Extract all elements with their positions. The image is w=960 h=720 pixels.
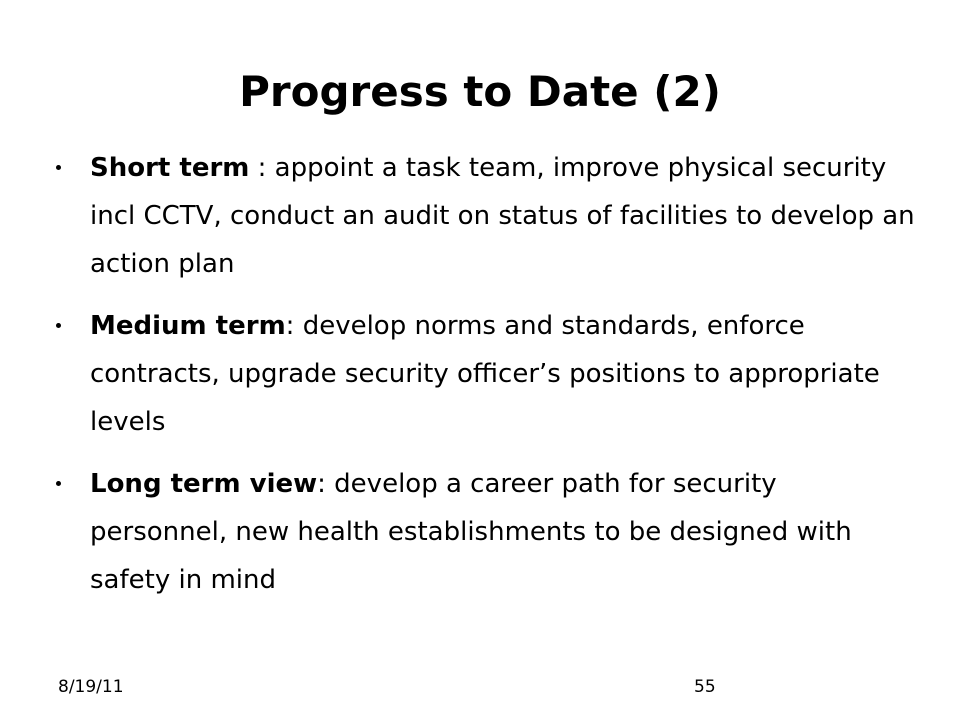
bullet-dot-icon bbox=[56, 323, 61, 328]
footer-date: 8/19/11 bbox=[58, 677, 124, 697]
bullet-item-short-term bbox=[56, 144, 916, 288]
bullet-text: : develop a career path for security personnel, new health establishments to be designed with safety in mind bbox=[90, 469, 852, 595]
bullet-item-medium-term bbox=[56, 302, 916, 446]
bullet-item-long-term bbox=[56, 460, 916, 604]
bullet-text: : develop norms and standards, enforce contracts, upgrade security officer’s positions to appropriate levels bbox=[90, 311, 880, 437]
footer-page-number: 55 bbox=[694, 677, 716, 697]
slide-title: Progress to Date (2) bbox=[239, 67, 721, 116]
bullet-term: Medium term bbox=[90, 311, 286, 341]
bullet-list bbox=[56, 144, 916, 618]
bullet-term: Long term view bbox=[90, 469, 318, 499]
bullet-term: Short term bbox=[90, 153, 250, 183]
bullet-dot-icon bbox=[56, 165, 61, 170]
bullet-text: : appoint a task team, improve physical security incl CCTV, conduct an audit on status of facilities to develop an action plan bbox=[90, 153, 915, 279]
bullet-dot-icon bbox=[56, 481, 61, 486]
